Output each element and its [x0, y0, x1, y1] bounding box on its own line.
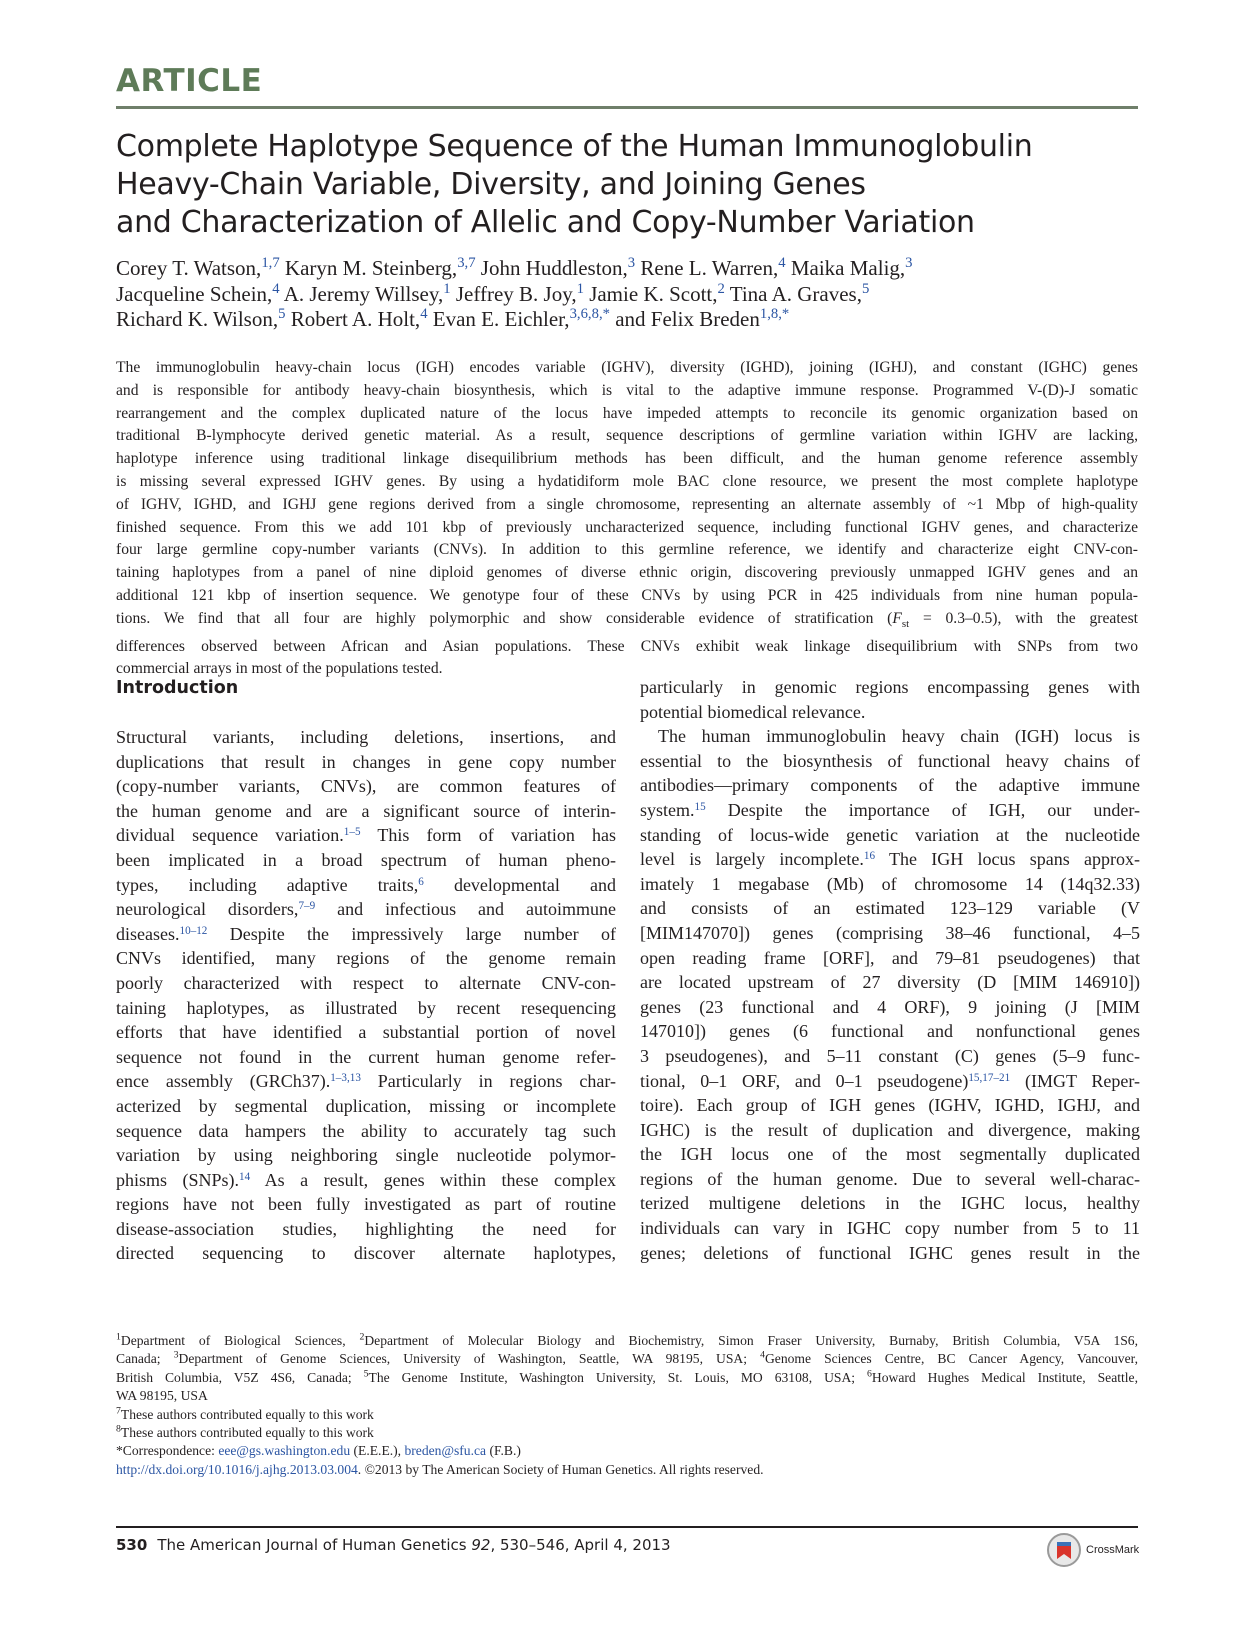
body-line: genes (23 functional and 4 ORF), 9 joining (J [MIM: [640, 996, 1140, 1017]
article-type-label: ARTICLE: [116, 63, 263, 99]
abstract-line: [116, 608, 1138, 636]
body-text: Particularly in regions char-: [360, 1071, 616, 1092]
author-affiliation-ref[interactable]: 3: [627, 254, 636, 271]
abstract-line: traditional B-lymphocyte derived genetic material. As a result, sequence descriptions of germline variation within IGHV are lacking,: [116, 427, 1138, 445]
citation-ref[interactable]: 6: [418, 875, 424, 888]
author-name: Evan E. Eichler,: [427, 307, 570, 331]
body-line: Structural variants, including deletions, insertions, and: [116, 727, 616, 747]
body-line: regions have not been fully investigated as part of routine: [116, 1194, 616, 1215]
note-text: These authors contributed equally to this work: [120, 1425, 374, 1441]
body-text: types, including adaptive traits,: [116, 874, 419, 895]
footnote-marker: 6: [867, 1368, 872, 1380]
body-text: and infectious and autoimmune: [315, 899, 617, 920]
body-line: acterized by segmental duplication, missing or incomplete: [116, 1095, 616, 1116]
abstract-text: = 0.3–0.5), with the greatest: [909, 609, 1138, 627]
body-text: neurological disorders,: [116, 899, 299, 920]
affiliation-line: [116, 1350, 1138, 1368]
footnote-marker: 4: [760, 1350, 765, 1362]
body-text: system.: [640, 799, 695, 820]
fst-symbol: F: [892, 609, 902, 627]
body-line: taining haplotypes, as illustrated by recent resequencing: [116, 997, 616, 1018]
author-affiliation-ref[interactable]: 1: [443, 280, 451, 297]
body-text: level is largely incomplete.: [640, 849, 864, 870]
author-name: Robert A. Holt,: [285, 307, 421, 331]
body-text: This form of variation has: [360, 825, 616, 846]
abstract-line: additional 121 kbp of insertion sequence. We genotype four of these CNVs by using PCR in 425 individuals from nine human popula-: [116, 586, 1138, 604]
body-text: Despite the importance of IGH, our under-: [705, 799, 1140, 820]
body-text: The IGH locus spans approx-: [875, 849, 1141, 870]
body-text: diseases.: [116, 923, 180, 944]
title-line: Heavy-Chain Variable, Diversity, and Joining Genes: [116, 167, 866, 202]
equal-contribution-note: [116, 1406, 1138, 1424]
body-line: sequence not found in the current human genome refer-: [116, 1046, 616, 1067]
body-line: and consists of an estimated 123–129 variable (V: [640, 898, 1140, 919]
title-line: Complete Haplotype Sequence of the Human Immunoglobulin: [116, 129, 1033, 164]
affiliation-text: British Columbia, V5Z 4S6, Canada;: [116, 1369, 364, 1385]
body-line: regions of the human genome. Due to several well-charac-: [640, 1168, 1140, 1189]
author-affiliation-ref[interactable]: 1,7: [261, 254, 280, 271]
body-line: individuals can vary in IGHC copy number from 5 to 11: [640, 1218, 1140, 1239]
author-name: Rene L. Warren,: [635, 256, 779, 280]
author-line: [116, 307, 1146, 333]
body-line: open reading frame [ORF], and 79–81 pseudogenes) that: [640, 947, 1140, 968]
body-line: [640, 847, 1140, 872]
body-line: 147010]) genes (6 functional and nonfunctional genes: [640, 1021, 1140, 1042]
abstract-line: commercial arrays in most of the populations tested.: [116, 660, 443, 678]
journal-pages-date: , 530–546, April 4, 2013: [490, 1536, 671, 1554]
affiliation-line: WA 98195, USA: [116, 1388, 208, 1404]
body-line: efforts that have identified a substantial portion of novel: [116, 1022, 616, 1043]
body-line: (copy-number variants, CNVs), are common features of: [116, 776, 616, 797]
author-affiliation-ref[interactable]: 3,6,8,*: [569, 305, 610, 322]
affiliation-text: Department of Genome Sciences, University of Washington, Seattle, WA 98195, USA;: [178, 1351, 761, 1367]
abstract-line: differences observed between African and Asian populations. These CNVs exhibit weak linkage disequilibrium with SNPs from two: [116, 637, 1138, 655]
author-name: Jacqueline Schein,: [116, 281, 273, 306]
author-name: and Felix Breden: [609, 307, 760, 331]
affiliation-text: Department of Molecular Biology and Biochemistry, Simon Fraser University, Burnaby, British Columbia, V5A 1S6,: [364, 1333, 1138, 1348]
correspondence-text: (E.E.E.),: [350, 1443, 405, 1459]
body-line: duplications that result in changes in gene copy number: [116, 751, 616, 772]
author-line: [116, 282, 1146, 308]
body-line: potential biomedical relevance.: [640, 701, 866, 722]
footer-rule: [116, 1526, 1138, 1528]
body-line: sequence data hampers the ability to accurately tag such: [116, 1120, 616, 1141]
citation-ref[interactable]: 1–5: [343, 826, 361, 839]
crossmark-icon: [1046, 1532, 1082, 1568]
title-line: and Characterization of Allelic and Copy-Number Variation: [116, 205, 975, 240]
body-line: toire). Each group of IGH genes (IGHV, IGHD, IGHJ, and: [640, 1095, 1140, 1116]
abstract: [116, 357, 1138, 681]
author-affiliation-ref[interactable]: 5: [861, 280, 870, 297]
body-line: poorly characterized with respect to alternate CNV-con-: [116, 972, 616, 993]
abstract-line: The immunoglobulin heavy-chain locus (IGH) encodes variable (IGHV), diversity (IGHD), joining (IGHJ), and constant (IGHC) genes: [116, 359, 1138, 376]
author-name: Karyn M. Steinberg,: [279, 256, 458, 280]
abstract-line: finished sequence. From this we add 101 kbp of previously uncharacterized sequence, including functional IGHV genes, and characterize: [116, 518, 1138, 536]
body-line: CNVs identified, many regions of the genome remain: [116, 948, 616, 969]
citation-ref[interactable]: 15: [694, 800, 706, 813]
body-line: standing of locus-wide genetic variation at the nucleotide: [640, 824, 1140, 845]
doi-line: [116, 1461, 1138, 1479]
body-line: [640, 1069, 1140, 1094]
abstract-line: four large germline copy-number variants (CNVs). In addition to this germline reference, we identify and characterize eight CNV-con-: [116, 541, 1138, 559]
author-name: A. Jeremy Willsey,: [279, 281, 444, 306]
body-line: 3 pseudogenes), and 5–11 constant (C) genes (5–9 func-: [640, 1045, 1140, 1066]
email-link-breden[interactable]: breden@sfu.ca: [404, 1443, 487, 1459]
affiliation-line: [116, 1332, 1138, 1350]
crossmark-label: CrossMark: [1086, 1544, 1140, 1556]
body-line: are located upstream of 27 diversity (D [MIM 146910]): [640, 972, 1140, 993]
citation-ref[interactable]: 10–12: [179, 924, 208, 937]
body-line: [116, 1069, 616, 1094]
copyright-text: . ©2013 by The American Society of Human Genetics. All rights reserved.: [357, 1461, 764, 1477]
body-line: particularly in genomic regions encompassing genes with: [640, 677, 1140, 697]
author-affiliation-ref[interactable]: 2: [717, 280, 725, 297]
equal-contribution-note: [116, 1424, 1138, 1442]
page-footer: [116, 1536, 671, 1554]
body-line: been implicated in a broad spectrum of human pheno-: [116, 849, 616, 870]
body-line: [640, 798, 1140, 823]
author-name: John Huddleston,: [475, 256, 628, 280]
right-column: [640, 675, 1140, 1265]
citation-ref[interactable]: 7–9: [298, 900, 316, 913]
author-list: [116, 256, 1146, 333]
author-name: Jeffrey B. Joy,: [450, 281, 577, 306]
footnote-marker: 2: [359, 1331, 365, 1343]
abstract-line: and is responsible for antibody heavy-chain biosynthesis, which is vital to the adaptive immune response. Programmed V-(D)-J somatic: [116, 381, 1138, 399]
affiliation-text: The Genome Institute, Washington University, St. Louis, MO 63108, USA;: [368, 1369, 868, 1385]
author-name: Corey T. Watson,: [116, 256, 262, 280]
affiliation-text: Canada;: [116, 1351, 174, 1367]
author-name: Richard K. Wilson,: [116, 307, 279, 331]
body-line: disease-association studies, highlighting the need for: [116, 1218, 616, 1239]
citation-ref[interactable]: 1–3,13: [330, 1072, 361, 1085]
citation-ref[interactable]: 14: [239, 1170, 251, 1183]
body-text: As a result, genes within these complex: [250, 1169, 616, 1190]
body-text: tional, 0–1 ORF, and 0–1 pseudogene): [640, 1070, 969, 1091]
page-number: 530: [116, 1536, 148, 1554]
fst-subscript: st: [901, 617, 910, 630]
email-link-eichler[interactable]: eee@gs.washington.edu: [218, 1443, 351, 1459]
affiliation-text: Genome Sciences Centre, BC Cancer Agency, Vancouver,: [764, 1351, 1138, 1367]
footnote-marker: 1: [116, 1331, 121, 1343]
author-line: [116, 256, 1146, 282]
author-affiliation-ref[interactable]: 3: [905, 254, 913, 271]
heading-spacer: [116, 700, 616, 725]
author-affiliation-ref[interactable]: 3,7: [457, 254, 476, 271]
body-line: IGHC) is the result of duplication and divergence, making: [640, 1119, 1140, 1140]
body-text: developmental and: [423, 874, 617, 895]
body-line: [116, 1168, 616, 1193]
abstract-line: of IGHV, IGHD, and IGHJ gene regions derived from a single chromosome, representing an alternate assembly of ~1 Mbp of high-quality: [116, 495, 1138, 513]
correspondence-text: (F.B.): [486, 1443, 521, 1459]
author-affiliation-ref[interactable]: 4: [778, 254, 786, 271]
footnote-marker: 8: [116, 1423, 121, 1435]
article-title: [116, 128, 1146, 242]
body-line: [116, 873, 616, 898]
body-line: the human genome and are a significant source of interin-: [116, 800, 616, 821]
author-name: Maika Malig,: [785, 256, 906, 280]
crossmark-badge[interactable]: [1046, 1530, 1146, 1570]
journal-name: The American Journal of Human Genetics: [157, 1536, 472, 1554]
citation-ref[interactable]: 15,17–21: [968, 1071, 1011, 1084]
body-line: directed sequencing to discover alternate haplotypes,: [116, 1243, 616, 1264]
affiliation-text: Howard Hughes Medical Institute, Seattle,: [871, 1369, 1138, 1385]
body-text: phisms (SNPs).: [116, 1169, 240, 1190]
body-line: [116, 922, 616, 947]
body-line: antibodies—primary components of the adaptive immune: [640, 775, 1140, 796]
abstract-line: taining haplotypes from a panel of nine diploid genomes of diverse ethnic origin, discovering previously unmapped IGHV genes and an: [116, 564, 1138, 582]
citation-ref[interactable]: 16: [863, 850, 876, 863]
footnote-marker: 5: [363, 1368, 369, 1380]
body-text: ence assembly (GRCh37).: [116, 1071, 331, 1092]
author-affiliation-ref[interactable]: 5: [278, 305, 286, 322]
footnote-marker: 3: [173, 1350, 179, 1362]
body-line: essential to the biosynthesis of functional heavy chains of: [640, 750, 1140, 771]
author-affiliation-ref[interactable]: 1: [576, 280, 584, 297]
author-name: Jamie K. Scott,: [583, 281, 718, 306]
body-line: [116, 823, 616, 848]
body-line: the IGH locus one of the most segmentally duplicated: [640, 1144, 1140, 1165]
body-line: genes; deletions of functional IGHC genes result in the: [640, 1242, 1140, 1263]
header-rule: [116, 106, 1138, 109]
abstract-line: rearrangement and the complex duplicated nature of the locus have impeded attempts to reconcile its genomic organization based on: [116, 404, 1138, 422]
note-text: These authors contributed equally to this work: [120, 1406, 374, 1422]
body-line: [MIM147070]) genes (comprising 38–46 functional, 4–5: [640, 922, 1140, 943]
correspondence-label: *Correspondence:: [116, 1443, 219, 1459]
author-affiliation-ref[interactable]: 4: [272, 280, 280, 297]
abstract-text: tions. We find that all four are highly polymorphic and show considerable evidence of stratification (: [116, 609, 893, 627]
footnotes: [116, 1332, 1138, 1479]
body-line: imately 1 megabase (Mb) of chromosome 14 (14q32.33): [640, 873, 1140, 894]
section-heading-introduction: Introduction: [116, 678, 239, 698]
author-name: Tina A. Graves,: [724, 281, 862, 306]
abstract-line: is missing several expressed IGHV genes. By using a hydatidiform mole BAC clone resource, we present the most complete haplotype: [116, 472, 1138, 490]
body-line: variation by using neighboring single nucleotide polymor-: [116, 1145, 616, 1166]
affiliation-text: Department of Biological Sciences,: [120, 1333, 360, 1348]
affiliation-line: [116, 1369, 1138, 1387]
doi-link[interactable]: http://dx.doi.org/10.1016/j.ajhg.2013.03.004: [116, 1461, 358, 1477]
author-affiliation-ref[interactable]: 4: [420, 305, 428, 322]
abstract-line: haplotype inference using traditional linkage disequilibrium methods has been difficult, and the human genome reference assembly: [116, 450, 1138, 468]
body-line: terized multigene deletions in the IGHC locus, healthy: [640, 1193, 1140, 1214]
journal-volume: 92: [471, 1536, 491, 1554]
body-line: The human immunoglobulin heavy chain (IGH) locus is: [658, 726, 1140, 747]
author-affiliation-ref[interactable]: 1,8,*: [759, 305, 790, 322]
body-text: (IMGT Reper-: [1010, 1070, 1140, 1091]
body-text: dividual sequence variation.: [116, 825, 344, 846]
correspondence-line: [116, 1442, 1138, 1460]
body-text: Despite the impressively large number of: [207, 923, 616, 944]
left-column: [116, 678, 617, 1266]
footnote-marker: 7: [116, 1405, 121, 1417]
body-line: [116, 897, 616, 922]
